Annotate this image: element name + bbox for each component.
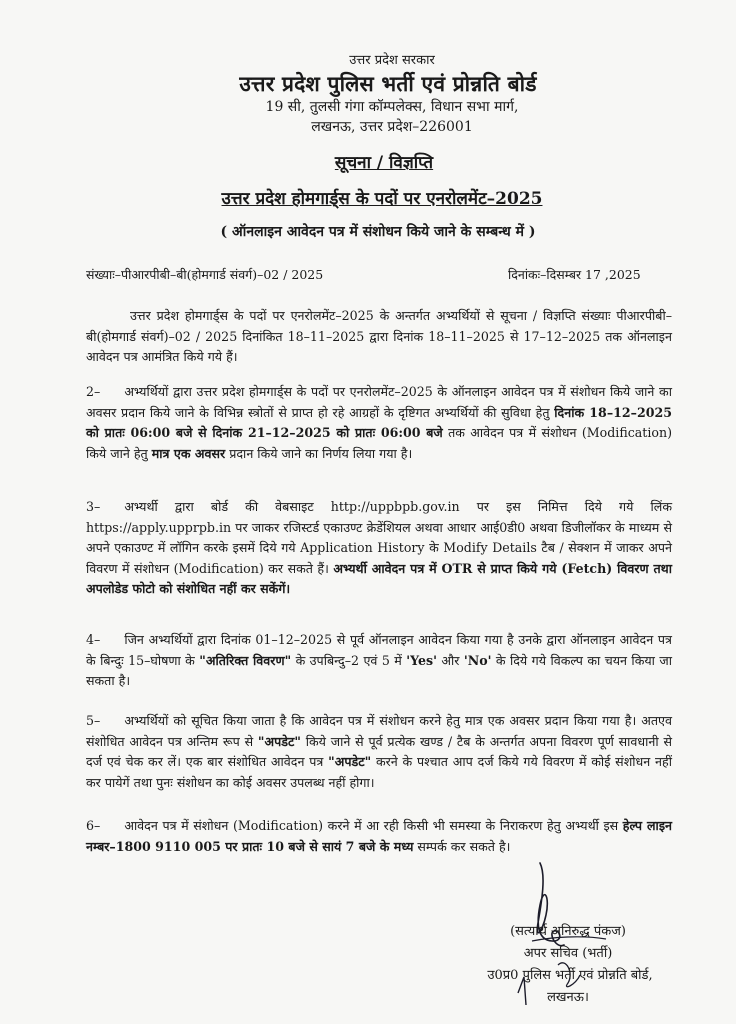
government-label: उत्तर प्रदेश सरकार — [349, 53, 435, 68]
paragraph-2-text-a: अभ्यर्थियों द्वारा उत्तर प्रदेश होमगार्ड्स के पदों पर एनरोलमेंट–2025 के ऑनलाइन आवेदन पत्र में संशोधन किये जाने का अवसर प्रदान किये जाने के विभिन्न स्त्रोतों से प्राप्त हो रहे आग्रहों के दृष्टिगत अभ्यर्थियों की सुविधा हेतु — [86, 384, 672, 420]
paragraph-2 — [86, 382, 672, 464]
paragraph-1 — [86, 306, 672, 368]
paragraph-4-text-c: के उपबिन्दु–2 एवं 5 में — [295, 652, 402, 668]
notice-subsubject: ( ऑनलाइन आवेदन पत्र में संशोधन किये जाने के सम्बन्ध में ) — [220, 224, 536, 240]
paragraph-4-text-e: के दिये गये विकल्प का चयन किया जा सकता है। — [86, 652, 672, 688]
paragraph-6-text-c: सम्पर्क कर सकते है। — [417, 838, 511, 854]
paragraph-5-number: 5– — [86, 713, 101, 728]
notice-subject: उत्तर प्रदेश होमगार्ड्स के पदों पर एनरोलमेंट–2025 — [221, 189, 543, 209]
paragraph-6-text-b: आवेदन पत्र में संशोधन (Modification) करने में आ रही किसी भी समस्या के निराकरण हेतु अभ्यर्थी इस — [124, 818, 619, 833]
board-name: उत्तर प्रदेश पुलिस भर्ती एवं प्रोन्नति बोर्ड — [239, 71, 537, 96]
paragraph-6-helpline: हेल्प लाइन नम्बर–1800 9110 005 पर प्रातः 10 बजे से सायं 7 बजे के मध्य — [86, 818, 672, 854]
paragraph-4-text-d: और — [441, 652, 460, 668]
paragraph-4 — [86, 630, 672, 692]
paragraph-5-text-c: किये जाने से पूर्व प्रत्येक खण्ड / टैब के अन्तर्गत अपना विवरण पूर्ण सावधानी से दर्ज एवं चेक कर लें। एक बार संशोधित आवेदन पत्र — [86, 733, 672, 769]
paragraph-2-date-range: दिनांक 18–12–2025 को प्रातः 06:00 बजे से दिनांक 21–12–2025 को प्रातः 06:00 बजे — [86, 404, 672, 440]
paragraph-2-one-chance: मात्र एक अवसर — [151, 445, 226, 461]
notice-title: सूचना / विज्ञप्ति — [334, 153, 434, 173]
paragraph-1-text: उत्तर प्रदेश होमगार्ड्स के पदों पर एनरोलमेंट–2025 के अन्तर्गत अभ्यर्थियों से सूचना / विज्ञप्ति संख्याः पीआरपीबी–बी(होमगार्ड संवर्ग)–02 / 2025 दिनांकित 18–11–2025 द्वारा दिनांक 18–11–2025 से 17–12–2025 तक ऑनलाइन आवेदन पत्र आमंत्रित किये गये हैं। — [86, 308, 672, 364]
address-line-1: 19 सी, तुलसी गंगा कॉम्पलेक्स, विधान सभा मार्ग, — [265, 99, 519, 115]
paragraph-5-update-2: "अपडेट" — [328, 754, 372, 769]
signatory-city: लखनऊ। — [547, 990, 589, 1005]
paragraph-4-additional-details: "अतिरिक्त विवरण" — [199, 652, 292, 668]
notice-date: दिनांकः–दिसम्बर 17 ,2025 — [508, 267, 641, 282]
address-line-2: लखनऊ, उत्तर प्रदेश–226001 — [311, 119, 473, 135]
paragraph-5 — [86, 711, 672, 793]
paragraph-4-yes: 'Yes' — [406, 652, 437, 668]
paragraph-3-warning: अभ्यर्थी आवेदन पत्र में OTR से प्राप्त किये गये (Fetch) विवरण तथा अपलोडेड फोटो को संशोधित नहीं कर सकेंगें। — [86, 560, 672, 596]
paragraph-5-text-b: अभ्यर्थियों को सूचित किया जाता है कि आवेदन पत्र में संशोधन करने हेतु मात्र एक अवसर प्रदान किया गया है। अतएव संशोधित आवेदन पत्र अन्तिम रूप से — [86, 713, 672, 749]
paragraph-5-update-1: "अपडेट" — [257, 733, 301, 749]
paragraph-4-text-b: जिन अभ्यर्थियों द्वारा दिनांक 01–12–2025 से पूर्व ऑनलाइन आवेदन किया गया है उनके द्वारा ऑनलाइन आवेदन पत्र के बिन्दुः 15–घोषणा के — [86, 632, 672, 668]
paragraph-3-text: अभ्यर्थी द्वारा बोर्ड की वेबसाइट http://uppbpb.gov.in पर इस निमित्त दिये गये लिंक https://apply.upprpb.in पर जाकर रजिस्टर्ड एकाउण्ट क्रेडेंशियल अथवा आधार आई0डी0 अथवा डिजीलॉकर के माध्यम से अपने एकाउण्ट में लॉगिन करके इसमें दिये गये Application History के Modify Details टैब / सेक्शन में जाकर अपने विवरण में संशोधन (Modification) कर सकते हैं। — [86, 499, 672, 576]
paragraph-6-number: 6– — [86, 818, 101, 833]
paragraph-2-number: 2– — [86, 384, 101, 399]
paragraph-2-text-c: तक आवेदन पत्र में संशोधन (Modification) किये जाने हेतु — [86, 425, 672, 461]
paragraph-2-text-d: प्रदान किये जाने का निर्णय लिया गया है। — [229, 445, 413, 461]
paragraph-3 — [86, 497, 672, 600]
reference-number: संख्याः–पीआरपीबी–बी(होमगार्ड संवर्ग)–02 / 2025 — [86, 267, 324, 282]
paragraph-3-number: 3– — [86, 499, 101, 514]
paragraph-4-no: 'No' — [463, 652, 492, 668]
signatory-name: (सत्यार्थ अनिरुद्ध पंकज) — [510, 924, 626, 939]
signatory-designation: अपर सचिव (भर्ती) — [523, 946, 613, 961]
paragraph-5-text-d: करने के पश्चात आप दर्ज किये गये विवरण में कोई संशोधन नहीं कर पायेगें तथा पुनः संशोधन का कोई अवसर उपलब्ध नहीं होगा। — [86, 754, 672, 790]
signatory-office: उ0प्र0 पुलिस भर्ती एवं प्रोन्नति बोर्ड, — [487, 968, 653, 983]
paragraph-4-number: 4– — [86, 632, 101, 647]
